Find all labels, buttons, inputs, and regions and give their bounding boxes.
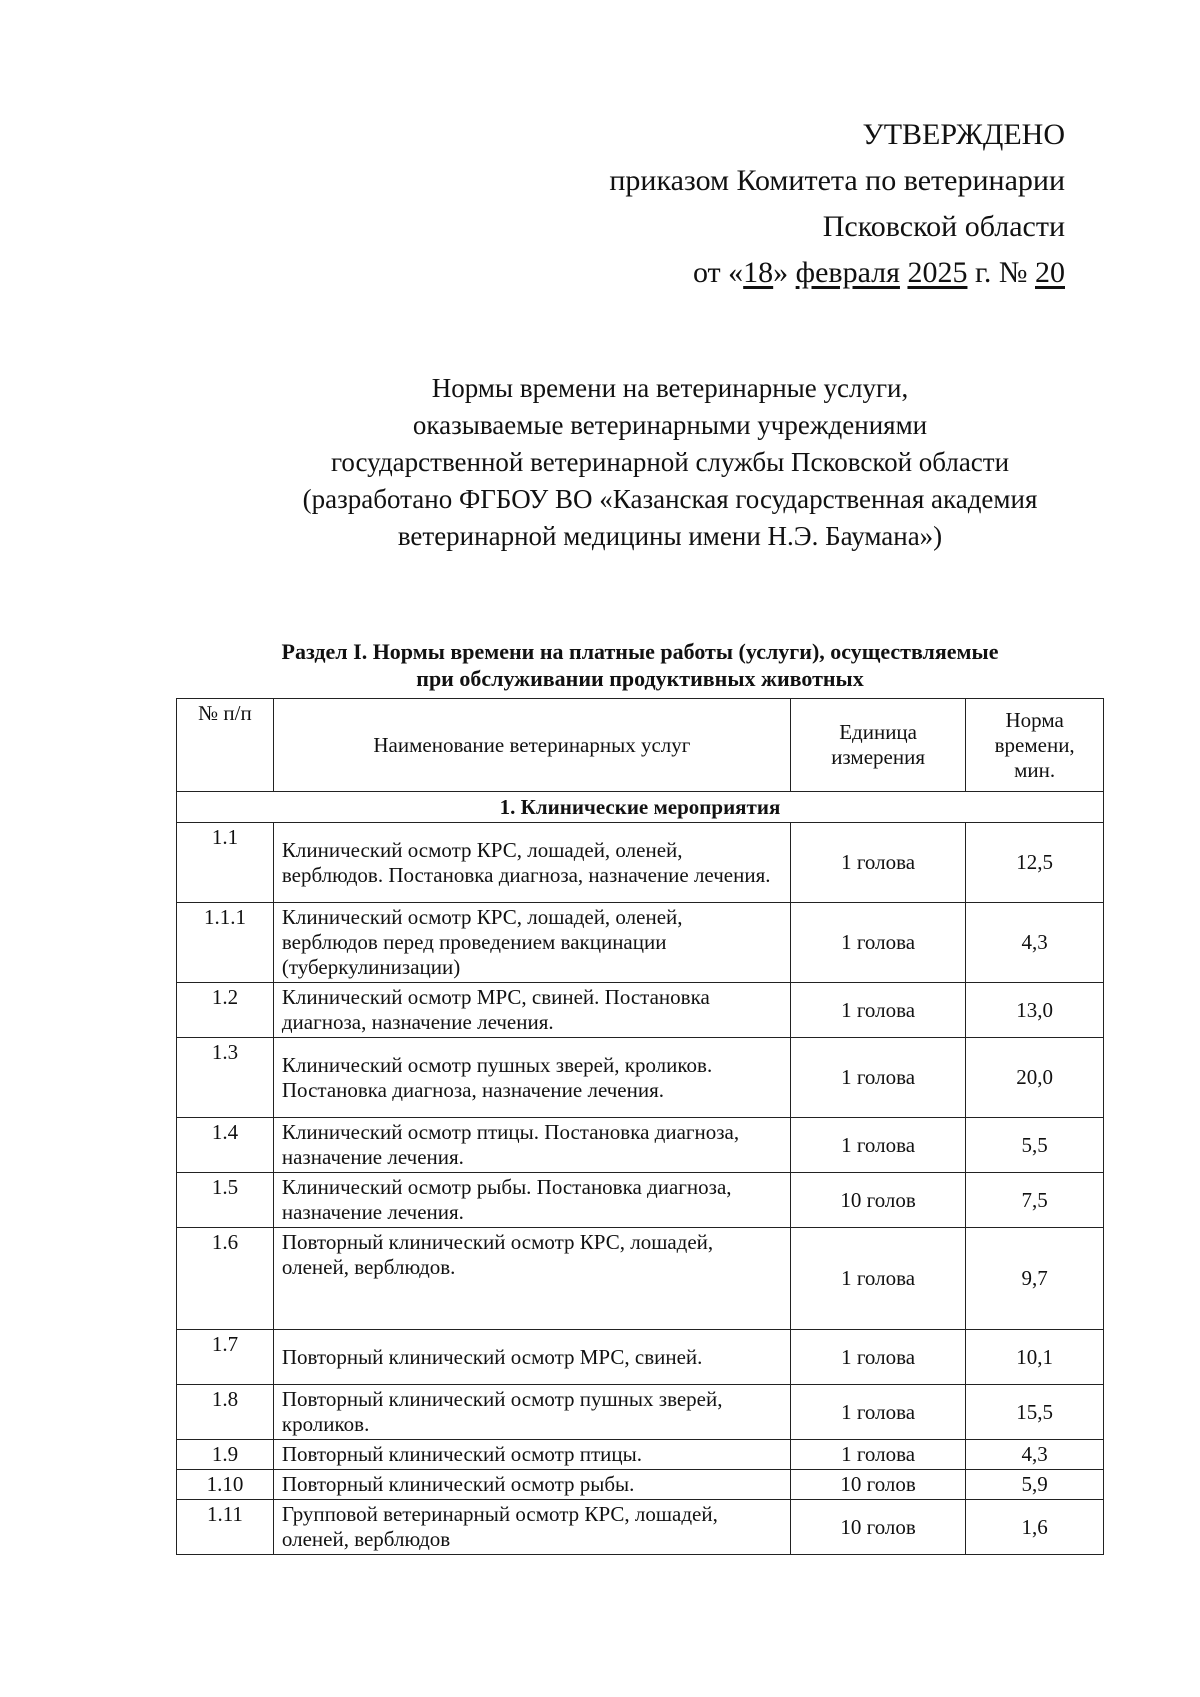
order-number: 20 bbox=[1035, 256, 1065, 289]
row-norm: 7,5 bbox=[966, 1173, 1104, 1228]
table-row bbox=[177, 1385, 1104, 1440]
row-norm: 13,0 bbox=[966, 983, 1104, 1038]
row-num: 1.9 bbox=[177, 1440, 274, 1470]
table-row bbox=[177, 1500, 1104, 1555]
title-line-4: (разработано ФГБОУ ВО «Казанская государственная академия bbox=[302, 484, 1038, 514]
row-norm: 12,5 bbox=[966, 823, 1104, 903]
row-name: Повторный клинический осмотр рыбы. bbox=[273, 1470, 790, 1500]
row-unit: 1 голова bbox=[790, 1440, 965, 1470]
row-unit: 1 голова bbox=[790, 1038, 965, 1118]
norms-table bbox=[176, 698, 1104, 1555]
date-year: 2025 bbox=[907, 256, 968, 289]
table-row bbox=[177, 1038, 1104, 1118]
row-norm: 1,6 bbox=[966, 1500, 1104, 1555]
row-name: Повторный клинический осмотр МРС, свиней. bbox=[273, 1330, 790, 1385]
row-norm: 9,7 bbox=[966, 1228, 1104, 1330]
approval-date-line bbox=[609, 250, 1065, 296]
row-num: 1.7 bbox=[177, 1330, 274, 1385]
table-row bbox=[177, 1118, 1104, 1173]
header-norm: Норма времени, мин. bbox=[966, 699, 1104, 792]
row-num: 1.1.1 bbox=[177, 903, 274, 983]
row-norm: 15,5 bbox=[966, 1385, 1104, 1440]
row-unit: 10 голов bbox=[790, 1470, 965, 1500]
table-row bbox=[177, 903, 1104, 983]
header-unit: Единица измерения bbox=[790, 699, 965, 792]
row-unit: 1 голова bbox=[790, 1330, 965, 1385]
row-norm: 10,1 bbox=[966, 1330, 1104, 1385]
table-row bbox=[177, 1470, 1104, 1500]
row-unit: 10 голов bbox=[790, 1173, 965, 1228]
row-name: Групповой ветеринарный осмотр КРС, лошадей, оленей, верблюдов bbox=[273, 1500, 790, 1555]
header-name: Наименование ветеринарных услуг bbox=[273, 699, 790, 792]
table-row bbox=[177, 1228, 1104, 1330]
group-title: 1. Клинические мероприятия bbox=[177, 792, 1104, 823]
date-after-year: г. № bbox=[967, 256, 1035, 289]
date-month: февраля bbox=[795, 256, 900, 289]
row-norm: 20,0 bbox=[966, 1038, 1104, 1118]
section-heading-line-1: Раздел I. Нормы времени на платные работы (услуги), осуществляемые bbox=[281, 639, 999, 664]
row-norm: 5,9 bbox=[966, 1470, 1104, 1500]
header-num: № п/п bbox=[177, 699, 274, 792]
row-num: 1.8 bbox=[177, 1385, 274, 1440]
row-norm: 4,3 bbox=[966, 903, 1104, 983]
date-prefix: от « bbox=[692, 256, 744, 289]
row-name: Клинический осмотр птицы. Постановка диагноза, назначение лечения. bbox=[273, 1118, 790, 1173]
row-name: Повторный клинический осмотр КРС, лошадей, оленей, верблюдов. bbox=[273, 1228, 790, 1330]
row-norm: 5,5 bbox=[966, 1118, 1104, 1173]
table-row bbox=[177, 1330, 1104, 1385]
row-unit: 10 голов bbox=[790, 1500, 965, 1555]
row-unit: 1 голова bbox=[790, 983, 965, 1038]
table-header-row bbox=[177, 699, 1104, 792]
row-norm: 4,3 bbox=[966, 1440, 1104, 1470]
row-num: 1.1 bbox=[177, 823, 274, 903]
row-unit: 1 голова bbox=[790, 1118, 965, 1173]
title-line-2: оказываемые ветеринарными учреждениями bbox=[412, 410, 928, 440]
date-after-day: » bbox=[773, 256, 796, 289]
approval-line-2: Псковской области bbox=[822, 210, 1065, 243]
row-name: Клинический осмотр КРС, лошадей, оленей, верблюдов перед проведением вакцинации (туберкулинизации) bbox=[273, 903, 790, 983]
table-row bbox=[177, 823, 1104, 903]
table-row bbox=[177, 983, 1104, 1038]
section-heading bbox=[180, 638, 1100, 692]
row-name: Клинический осмотр КРС, лошадей, оленей, верблюдов. Постановка диагноза, назначение лечения. bbox=[273, 823, 790, 903]
row-num: 1.3 bbox=[177, 1038, 274, 1118]
table-row bbox=[177, 1173, 1104, 1228]
row-name: Повторный клинический осмотр птицы. bbox=[273, 1440, 790, 1470]
title-line-3: государственной ветеринарной службы Псковской области bbox=[330, 447, 1010, 477]
row-num: 1.10 bbox=[177, 1470, 274, 1500]
document-title bbox=[240, 370, 1100, 555]
section-heading-line-2: при обслуживании продуктивных животных bbox=[416, 666, 864, 691]
row-num: 1.11 bbox=[177, 1500, 274, 1555]
row-unit: 1 голова bbox=[790, 903, 965, 983]
row-num: 1.5 bbox=[177, 1173, 274, 1228]
group-row bbox=[177, 792, 1104, 823]
row-name: Клинический осмотр рыбы. Постановка диагноза, назначение лечения. bbox=[273, 1173, 790, 1228]
row-name: Повторный клинический осмотр пушных зверей, кроликов. bbox=[273, 1385, 790, 1440]
title-line-5: ветеринарной медицины имени Н.Э. Баумана») bbox=[397, 521, 943, 551]
approval-line-1: приказом Комитета по ветеринарии bbox=[609, 164, 1065, 197]
table-row bbox=[177, 1440, 1104, 1470]
approval-heading: УТВЕРЖДЕНО bbox=[862, 118, 1065, 151]
date-day: 18 bbox=[743, 256, 774, 289]
row-name: Клинический осмотр МРС, свиней. Постановка диагноза, назначение лечения. bbox=[273, 983, 790, 1038]
row-unit: 1 голова bbox=[790, 823, 965, 903]
row-num: 1.4 bbox=[177, 1118, 274, 1173]
title-line-1: Нормы времени на ветеринарные услуги, bbox=[431, 373, 909, 403]
approval-block bbox=[609, 112, 1065, 296]
row-unit: 1 голова bbox=[790, 1385, 965, 1440]
row-num: 1.2 bbox=[177, 983, 274, 1038]
row-name: Клинический осмотр пушных зверей, кроликов. Постановка диагноза, назначение лечения. bbox=[273, 1038, 790, 1118]
row-num: 1.6 bbox=[177, 1228, 274, 1330]
row-unit: 1 голова bbox=[790, 1228, 965, 1330]
